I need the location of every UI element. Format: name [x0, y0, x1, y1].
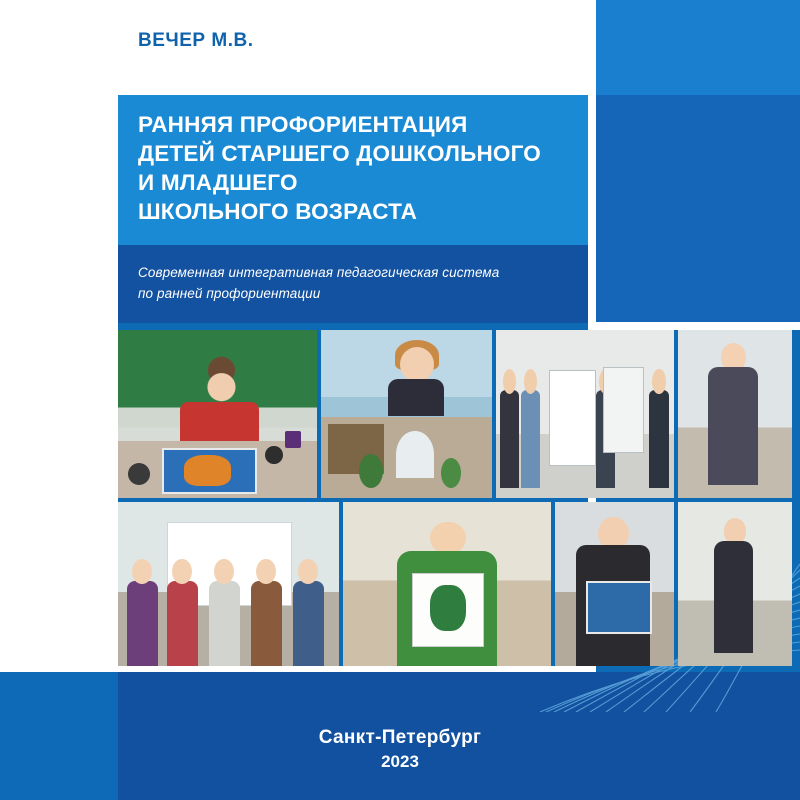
background-horizontal-divider	[596, 322, 800, 330]
subtitle-line-1: Современная интегративная педагогическая система	[138, 265, 500, 280]
photo-woman-standing	[678, 502, 792, 666]
book-title	[138, 110, 578, 226]
publication-year: 2023	[381, 752, 419, 771]
photo-children-posters	[118, 502, 339, 666]
publication-city: Санкт-Петербург	[318, 727, 482, 748]
subtitle-line-2: по ранней профориентации	[138, 286, 321, 301]
title-line-3: И МЛАДШЕГО	[138, 170, 298, 195]
background-right-top-panel	[596, 0, 800, 95]
photo-boy-drawing	[118, 330, 317, 498]
photo-boy-holding-drawing	[343, 502, 551, 666]
photo-group-adults	[496, 330, 674, 498]
photo-presenter	[678, 330, 792, 498]
cover-footer	[0, 726, 800, 774]
photo-collage	[118, 330, 674, 666]
book-subtitle	[138, 262, 578, 304]
title-line-4: ШКОЛЬНОГО ВОЗРАСТА	[138, 199, 418, 224]
title-line-1: РАННЯЯ ПРОФОРИЕНТАЦИЯ	[138, 112, 468, 137]
photo-girl-at-desk	[321, 330, 492, 498]
author-name: ВЕЧЕР М.В.	[138, 30, 254, 51]
photo-boy-with-picture	[555, 502, 674, 666]
title-line-2: ДЕТЕЙ СТАРШЕГО ДОШКОЛЬНОГО	[138, 141, 541, 166]
